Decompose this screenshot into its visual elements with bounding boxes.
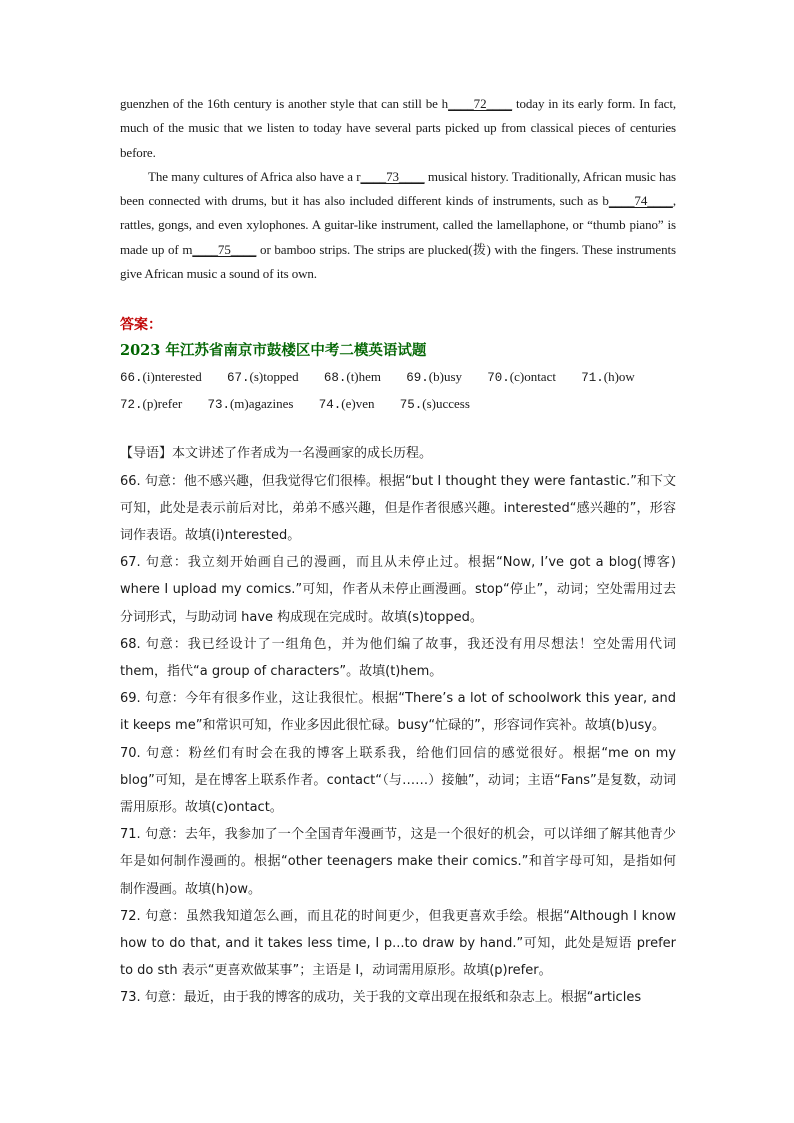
answer-number: 74. [318, 398, 342, 413]
explanation-item-68: 68. 句意：我已经设计了一组角色，并为他们编了故事，我还没有用尽想法！空处需用代词 them，指代“a group of characters”。故填(t)hem。 [120, 636, 676, 679]
passage-paragraph-1 [120, 92, 676, 165]
answer-number: 70. [487, 371, 510, 386]
explanation-item-66: 66. 句意：他不感兴趣，但我觉得它们很棒。根据“but I thought they were fantastic.”和下文可知，此处是表示前后对比，弟弟不感兴趣，但是作者很感兴趣。interested“感兴趣的”，形容词作表语。故填(i)nterested。 [120, 473, 676, 543]
answer-item [324, 364, 381, 391]
answer-number: 75. [399, 398, 423, 413]
answer-text: (s)uccess [422, 396, 470, 412]
answer-number: 68. [323, 371, 347, 386]
answer-text: (p)refer [142, 396, 183, 412]
answer-item [406, 364, 462, 391]
answer-number: 73. [207, 398, 230, 413]
answer-label: 答案： [120, 317, 162, 334]
passage-text: musical history. Traditionally, African music has been connected with drums, but it has also included different kinds of instruments, such as b [120, 168, 676, 209]
passage-text: guenzhen of the 16th century is another style that can still be h [120, 96, 449, 111]
answer-item [400, 391, 470, 418]
answer-text: (c)ontact [509, 369, 556, 385]
answer-number: 67. [226, 371, 250, 386]
answer-number: 66. [120, 371, 143, 386]
answer-text: (s)topped [249, 369, 299, 385]
answer-row-2 [120, 391, 676, 418]
answer-item [120, 364, 202, 391]
answer-item [227, 364, 299, 391]
explanation-item-69: 69. 句意：今年有很多作业，这让我很忙。根据“There’s a lot of schoolwork this year, and it keeps me”和常识可知，作业多因此很忙碌。busy“忙碌的”，形容词作宾补。故填(b)usy。 [120, 691, 676, 734]
explanation-item-67: 67. 句意：我立刻开始画自己的漫画，而且从未停止过。根据“Now, I’ve got a blog(博客) where I upload my comics.”可知，作者从未停止画漫画。stop“停止”，动词；空处需用过去分词形式，与助动词 have 构成现在完成时。故填(s)topped。 [120, 555, 676, 625]
blank-74: ____74____ [608, 193, 673, 209]
passage-text: , rattles, gongs, and even xylophones. A guitar-like instrument, called the lamellaphone, or “thumb piano” is made up of m [120, 193, 676, 257]
answer-row-1 [120, 364, 676, 391]
document-page [120, 92, 676, 1012]
blank-75: ____75____ [192, 241, 257, 257]
answer-item [487, 364, 556, 391]
blank-72: ____72____ [448, 96, 513, 111]
answer-item [120, 391, 182, 418]
explanation-item-70: 70. 句意：粉丝们有时会在我的博客上联系我，给他们回信的感觉很好。根据“me on my blog”可知，是在博客上联系作者。contact“（与……）接触”，动词；主语“Fans”是复数，动词需用原形。故填(c)ontact。 [120, 745, 676, 816]
explanation-section [120, 440, 676, 1011]
passage-text: The many cultures of Africa also have a r [148, 168, 361, 184]
explanation-intro: 【导语】本文讲述了作者成为一名漫画家的成长历程。 [120, 446, 433, 462]
answer-number: 72. [120, 398, 143, 413]
passage-text: or bamboo strips. The strips are plucked(拨) with the fingers. These instruments give African music a sound of its own. [120, 241, 676, 282]
answer-text: (b)usy [428, 369, 462, 385]
answer-text: (e)ven [341, 396, 375, 412]
explanation-item-72: 72. 句意：虽然我知道怎么画，而且花的时间更少，但我更喜欢手绘。根据“Although I know how to do that, and it takes less time, I p...to draw by hand.”可知，此处是短语 prefer to do sth 表示“更喜欢做某事”；主语是 I，动词需用原形。故填(p)refer。 [120, 908, 676, 979]
answer-number: 69. [406, 371, 429, 386]
answer-item [581, 364, 635, 391]
explanation-item-73: 73. 句意：最近，由于我的博客的成功，关于我的文章出现在报纸和杂志上。根据“articles [120, 990, 642, 1006]
answer-item [319, 391, 375, 418]
explanation-item-71: 71. 句意：去年，我参加了一个全国青年漫画节，这是一个很好的机会，可以详细了解其他青少年是如何制作漫画的。根据“other teenagers make their comics.”和首字母可知，是指如何制作漫画。故填(h)ow。 [120, 827, 676, 897]
answer-text: (m)agazines [229, 396, 294, 412]
answer-text: (h)ow [603, 369, 635, 385]
answer-number: 71. [581, 371, 604, 386]
answer-item [207, 391, 293, 418]
exam-title: 2023 年江苏省南京市鼓楼区中考二模英语试题 [120, 342, 427, 360]
blank-73: ____73____ [360, 168, 425, 184]
passage-paragraph-2 [120, 165, 676, 286]
passage-text: today in its early form. In fact, much of the music that we listen to today have several parts picked up from classical pieces of centuries before. [120, 96, 676, 160]
answer-text: (i)nterested [142, 369, 202, 385]
answer-text: (t)hem [346, 369, 382, 385]
